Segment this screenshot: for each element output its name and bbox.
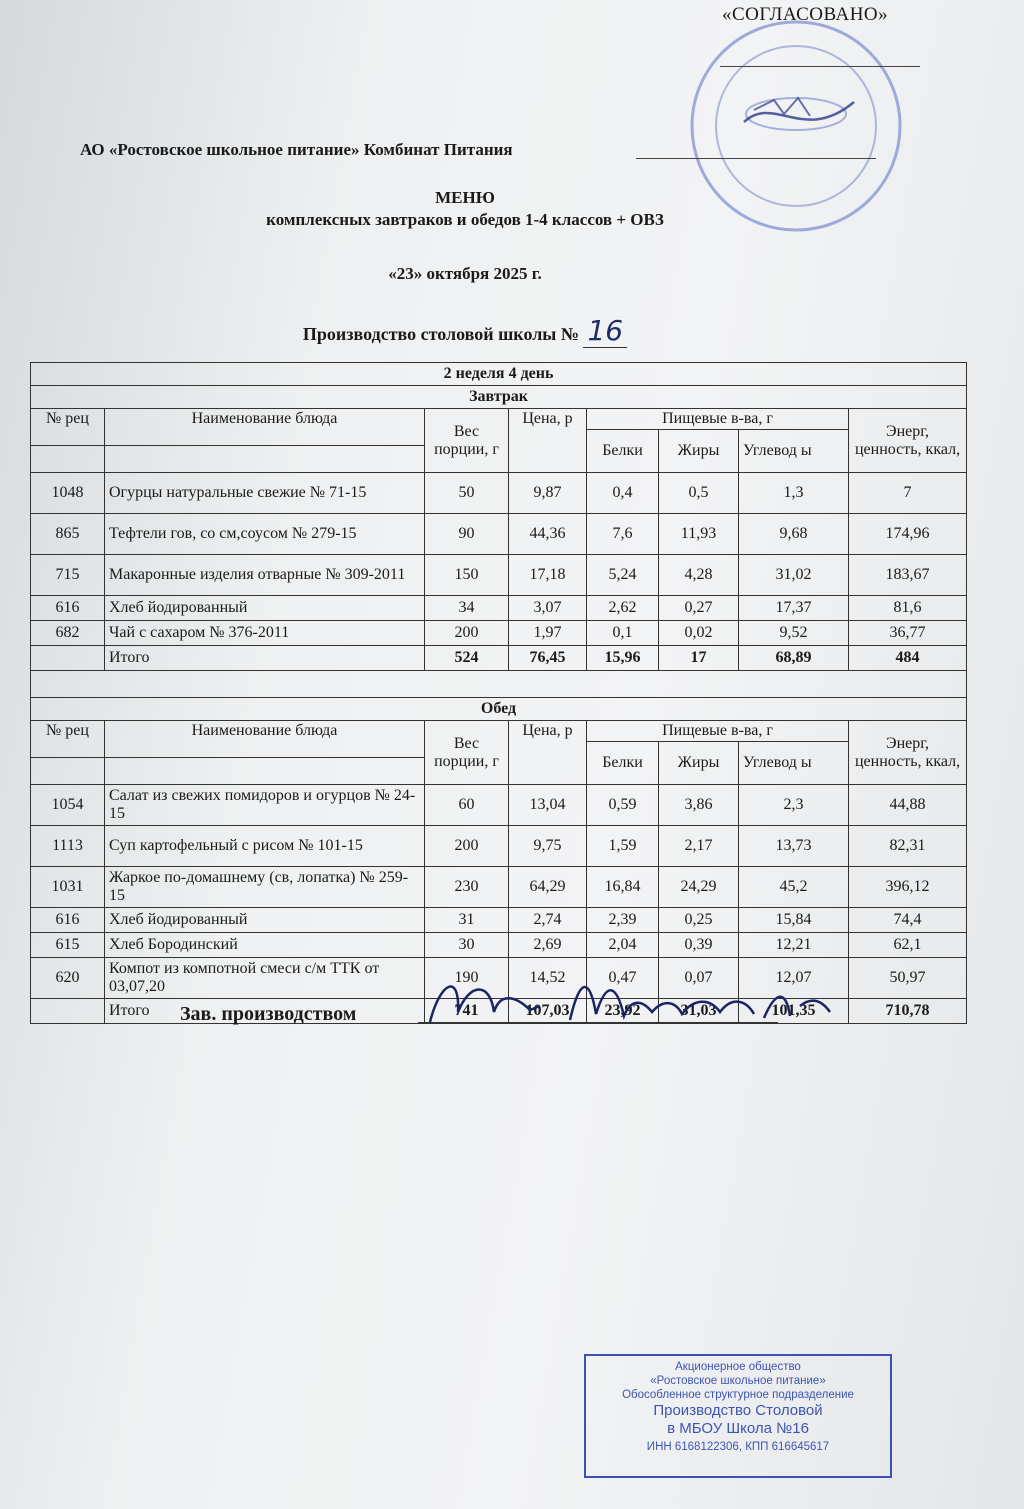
header-price: Цена, р [509, 409, 587, 473]
table-row: 615 Хлеб Бородинский 30 2,69 2,04 0,39 12,21 62,1 [31, 933, 967, 958]
production-heading [0, 314, 930, 347]
header-energy: Энерг, ценность, ккал, [849, 409, 967, 473]
lunch-header-weight: Вес порции, г [425, 721, 509, 785]
table-row: 620 Компот из компотной смеси с/м ТТК от 03,07,20 190 14,52 0,47 0,07 12,07 50,97 [31, 958, 967, 999]
organization-line: АО «Ростовское школьное питание» Комбинат Питания [80, 140, 513, 159]
breakfast-section-title: Завтрак [31, 386, 967, 409]
lunch-header-proteins: Белки [587, 742, 659, 785]
table-row: 715 Макаронные изделия отварные № 309-2011 150 17,18 5,24 4,28 31,02 183,67 [31, 555, 967, 596]
table-row: 682 Чай с сахаром № 376-2011 200 1,97 0,1 0,02 9,52 36,77 [31, 621, 967, 646]
production-number: 16 [583, 314, 627, 348]
lunch-header-energy: Энерг, ценность, ккал, [849, 721, 967, 785]
document-date: «23» октября 2025 г. [388, 264, 542, 283]
week-day-header: 2 неделя 4 день [31, 363, 967, 386]
lunch-total-row: Итого 741 107,03 23,92 31,03 101,35 710,78 [31, 999, 967, 1024]
header-proteins: Белки [587, 430, 659, 473]
organization-signature-line [636, 158, 876, 159]
menu-table [30, 362, 967, 1024]
header-carbs: Углевод ы [739, 430, 849, 473]
table-row: 1031 Жаркое по-домашнему (св, лопатка) № 259-15 230 64,29 16,84 24,29 45,2 396,12 [31, 867, 967, 908]
header-nutrients: Пищевые в-ва, г [587, 409, 849, 430]
table-row: 1113 Суп картофельный с рисом № 101-15 200 9,75 1,59 2,17 13,73 82,31 [31, 826, 967, 867]
handwritten-signature [420, 962, 860, 1042]
lunch-header-name: Наименование блюда [105, 721, 425, 758]
approval-label: «СОГЛАСОВАНО» [722, 4, 889, 25]
approval-signature-line [720, 66, 920, 67]
header-fats: Жиры [659, 430, 739, 473]
organization-stamp: Акционерное общество «Ростовское школьное питание» Обособленное структурное подразделение Производство Столовой в МБОУ Школа №16 ИНН 6168122306, КПП 616645617 [584, 1354, 892, 1478]
table-row: 616 Хлеб йодированный 34 3,07 2,62 0,27 17,37 81,6 [31, 596, 967, 621]
header-name: Наименование блюда [105, 409, 425, 446]
lunch-header-nutrients: Пищевые в-ва, г [587, 721, 849, 742]
table-row: 1048 Огурцы натуральные свежие № 71-15 50 9,87 0,4 0,5 1,3 7 [31, 473, 967, 514]
table-row: 616 Хлеб йодированный 31 2,74 2,39 0,25 15,84 74,4 [31, 908, 967, 933]
signature-label: Зав. производством [180, 1003, 357, 1025]
table-row: 865 Тефтели гов, со см,соусом № 279-15 90 44,36 7,6 11,93 9,68 174,96 [31, 514, 967, 555]
document-title: МЕНЮ [435, 188, 495, 207]
lunch-header-fats: Жиры [659, 742, 739, 785]
breakfast-total-row: Итого 524 76,45 15,96 17 68,89 484 [31, 646, 967, 671]
lunch-header-rec: № рец [31, 721, 105, 758]
lunch-header-price: Цена, р [509, 721, 587, 785]
lunch-header-carbs: Углевод ы [739, 742, 849, 785]
table-row: 1054 Салат из свежих помидоров и огурцов № 24-15 60 13,04 0,59 3,86 2,3 44,88 [31, 785, 967, 826]
production-label: Производство столовой школы № [302, 324, 579, 344]
header-weight: Вес порции, г [425, 409, 509, 473]
lunch-section-title: Обед [31, 698, 967, 721]
header-rec: № рец [31, 409, 105, 446]
document-subtitle: комплексных завтраков и обедов 1-4 классов + ОВЗ [266, 210, 664, 229]
